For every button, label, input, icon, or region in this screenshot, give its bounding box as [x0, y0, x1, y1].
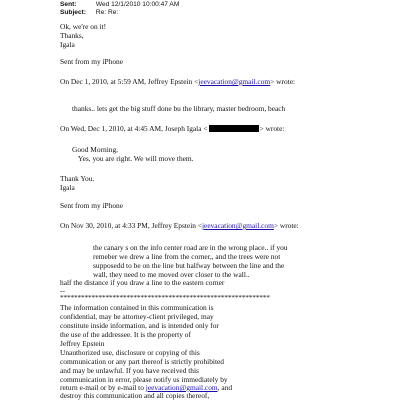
- disclaimer-line: The information contained in this communication is: [60, 303, 214, 312]
- quote-tail: half the distance if you draw a line to the eastern corner: [60, 278, 225, 287]
- quote-header: [60, 124, 284, 133]
- quote-header-prefix: On Wed, Dec 1, 2010, at 4:45 AM, Joseph Igala <: [60, 124, 208, 133]
- reply-line: Thanks,: [60, 31, 84, 40]
- separator-dashes: --: [60, 286, 65, 295]
- disclaimer-line: confidential, may be attorney-client privileged, may: [60, 312, 214, 321]
- quote-body-line: the canary s on the info center road are in the wrong place.. if you: [93, 243, 288, 252]
- disclaimer-line: and may be unlawful. If you have received this: [60, 366, 199, 375]
- quote-greeting: Good Morning,: [72, 145, 118, 154]
- subject-label: Subject:: [60, 9, 87, 16]
- quote-thanks: Thank You.: [60, 174, 95, 183]
- disclaimer-line: the use of the addressee. It is the property of: [60, 330, 191, 339]
- disclaimer-line: Jeffrey Epstein: [60, 339, 105, 348]
- reply-line: Ok, we're on it!: [60, 22, 107, 31]
- quote-header-suffix: > wrote:: [259, 124, 285, 133]
- quote-body: thanks.. lets get the big stuff done bu the library, master bedroom, beach: [72, 104, 286, 113]
- disclaimer-line: Unauthorized use, disclosure or copying of this: [60, 348, 200, 357]
- sent-label: Sent:: [60, 1, 77, 8]
- disclaimer-line: communication or any part thereof is strictly prohibited: [60, 357, 224, 366]
- disclaimer-email-suffix: , and: [217, 383, 233, 392]
- reply-line: Igala: [60, 40, 75, 49]
- quote-header: [60, 77, 295, 86]
- disclaimer-line: constitute inside information, and is intended only for: [60, 321, 219, 330]
- disclaimer-line: communication in error, please notify us immediately by: [60, 375, 228, 384]
- quote-body-line: remeber we drew a line from the corner,, and the trees were not: [93, 252, 281, 261]
- signature: Sent from my iPhone: [60, 57, 124, 66]
- quote-body-line: wall, they need to me moved over closer to the wall..: [93, 270, 250, 279]
- redaction-bar: [209, 125, 259, 132]
- quote-header-suffix: > wrote:: [273, 221, 299, 230]
- quote-name: Igala: [60, 183, 75, 192]
- disclaimer-email-prefix: return e-mail or by e-mail to: [60, 383, 146, 392]
- signature: Sent from my iPhone: [60, 201, 124, 210]
- email-link[interactable]: jeevacation@gmail.com: [198, 77, 271, 86]
- quote-header-prefix: On Nov 30, 2010, at 4:33 PM, Jeffrey Epstein <: [60, 221, 202, 230]
- separator-stars: ************************************************************: [60, 293, 270, 302]
- quote-header-prefix: On Dec 1, 2010, at 5:59 AM, Jeffrey Epstein <: [60, 77, 199, 86]
- quote-header-suffix: > wrote:: [270, 77, 296, 86]
- sent-value: Wed 12/1/2010 10:00:47 AM: [95, 1, 180, 8]
- quote-body-line: supposedd to be on the line but halfway between the line and the: [93, 261, 285, 270]
- email-link[interactable]: jeevacation@gmail.com: [145, 383, 218, 392]
- subject-value: Re: Re:: [95, 9, 119, 16]
- quote-header: [60, 221, 299, 230]
- email-link[interactable]: jeevacation@gmail.com: [201, 221, 274, 230]
- quote-body: Yes, you are right. We will move them.: [78, 154, 194, 163]
- subject-row: [60, 7, 118, 17]
- disclaimer-line: destroy this communication and all copies thereof,: [60, 391, 210, 400]
